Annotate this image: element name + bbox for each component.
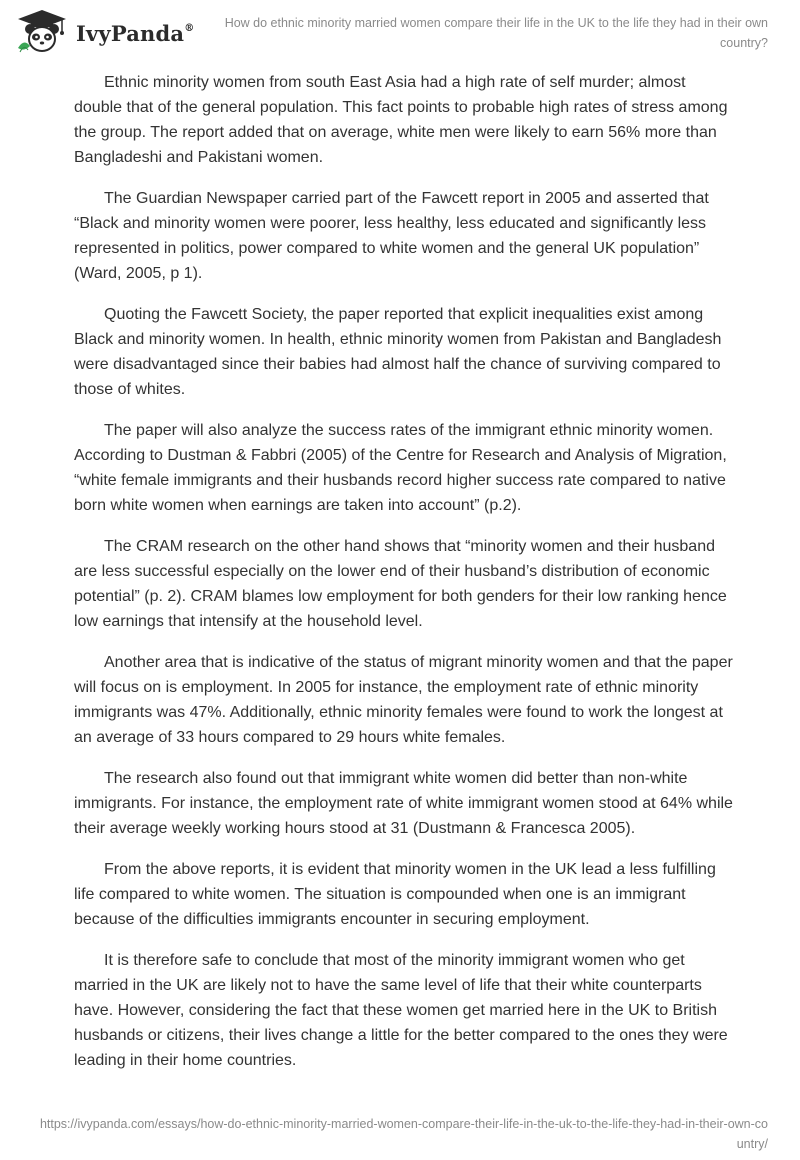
paragraph: The paper will also analyze the success rates of the immigrant ethnic minority women. According to Dustman & Fabbri (2005) of the Centre for Research and Analysis of Migration, “white female immigrants and their husbands record higher success rate compared to native born white women when earnings are taken into account” (p.2). — [74, 422, 727, 514]
ivypanda-logo-link[interactable] — [14, 8, 194, 54]
essay-title: How do ethnic minority married women compare their life in the UK to the life they had in their own country? — [224, 16, 768, 50]
essay-body — [74, 70, 734, 1089]
panda-graduate-icon — [14, 8, 70, 54]
source-url[interactable]: https://ivypanda.com/essays/how-do-ethnic-minority-married-women-compare-their-life-in-the-uk-to-the-life-they-had-in-their-own-country/ — [39, 1117, 768, 1151]
page-header — [0, 0, 800, 64]
paragraph: From the above reports, it is evident that minority women in the UK lead a less fulfilling life compared to white women. The situation is compounded when one is an immigrant because of the difficulties immigrants encounter in securing employment. — [74, 861, 716, 928]
paragraph: The CRAM research on the other hand shows that “minority women and their husband are less successful especially on the lower end of their husband’s distribution of economic potential” (p. 2). CRAM blames low employment for both genders for their low ranking hence low earnings that intensify at the household level. — [74, 538, 727, 630]
paragraph: Quoting the Fawcett Society, the paper reported that explicit inequalities exist among Black and minority women. In health, ethnic minority women from Pakistan and Bangladesh were disadvantaged since their babies had almost half the chance of surviving compared to those of whites. — [74, 306, 722, 398]
paragraph: Another area that is indicative of the status of migrant minority women and that the paper will focus on is employment. In 2005 for instance, the employment rate of ethnic minority immigrants was 47%. Additionally, ethnic minority females were found to work the longest at an average of 33 hours compared to 29 hours white females. — [74, 654, 733, 746]
paragraph: The Guardian Newspaper carried part of the Fawcett report in 2005 and asserted that “Black and minority women were poorer, less healthy, less educated and significantly less represented in politics, power compared to white women and the general UK population” (Ward, 2005, p 1). — [74, 190, 709, 282]
logo-wordmark: IvyPanda® — [76, 20, 195, 46]
paragraph: The research also found out that immigrant white women did better than non-white immigrants. For instance, the employment rate of white immigrant women stood at 64% while their average weekly working hours stood at 31 (Dustmann & Francesca 2005). — [74, 770, 733, 837]
paragraph: It is therefore safe to conclude that most of the minority immigrant women who get married in the UK are likely not to have the same level of life that their white counterparts have. However, considering the fact that these women get married here in the UK to British husbands or citizens, their lives change a little for the better compared to the ones they were leading in their home countries. — [74, 952, 728, 1069]
paragraph: Ethnic minority women from south East Asia had a high rate of self murder; almost double that of the general population. This fact points to probable high rates of stress among the group. The report added that on average, white men were likely to earn 56% more than Bangladeshi and Pakistani women. — [74, 74, 728, 166]
